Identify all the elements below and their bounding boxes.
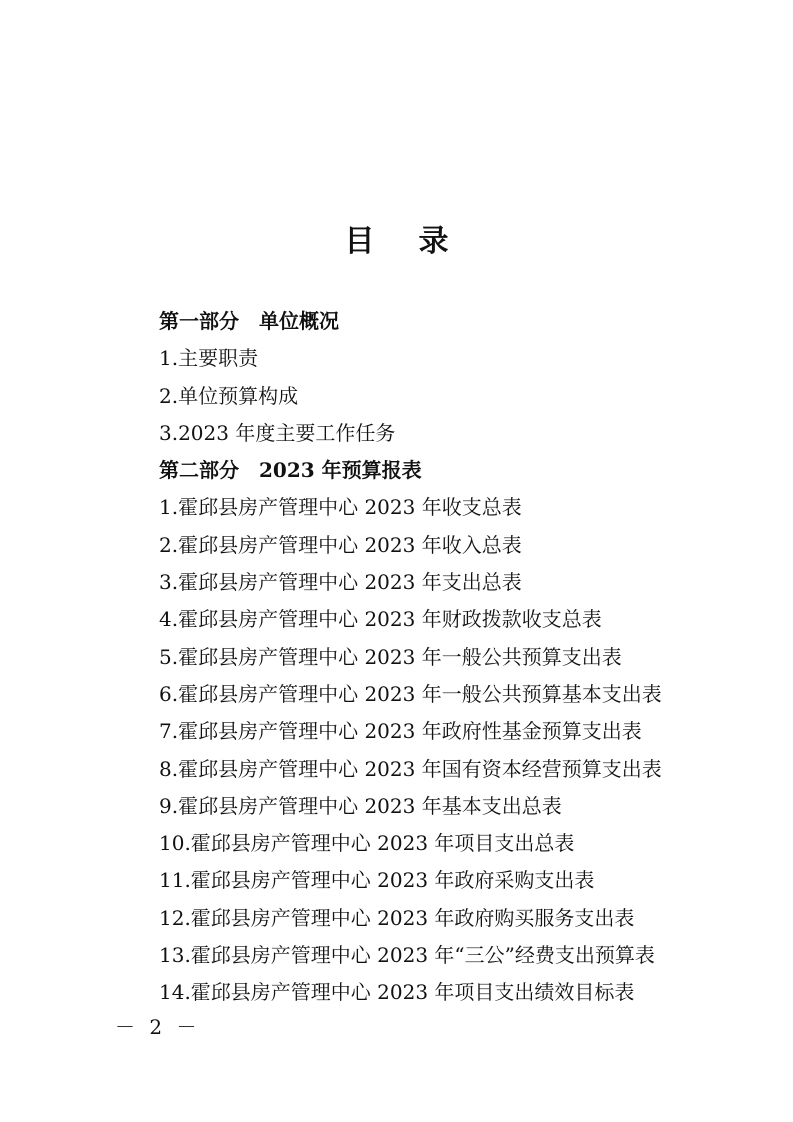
toc-item: 4.霍邱县房产管理中心 2023 年财政拨款收支总表 [159,607,602,632]
toc-item: 3.2023 年度主要工作任务 [159,420,396,445]
toc-item: 8.霍邱县房产管理中心 2023 年国有资本经营预算支出表 [159,756,662,781]
toc-item: 1.霍邱县房产管理中心 2023 年收支总表 [159,495,522,520]
toc-item: 3.霍邱县房产管理中心 2023 年支出总表 [159,570,522,595]
toc-part-heading: 第一部分 单位概况 [159,309,339,333]
table-of-contents [159,303,759,1012]
toc-item: 6.霍邱县房产管理中心 2023 年一般公共预算基本支出表 [159,681,662,706]
toc-part-heading: 第二部分 2023 年预算报表 [159,458,422,483]
toc-item: 10.霍邱县房产管理中心 2023 年项目支出总表 [159,831,575,856]
page-number: － 2 － [115,1015,201,1039]
toc-item: 9.霍邱县房产管理中心 2023 年基本支出总表 [159,793,562,818]
toc-item: 11.霍邱县房产管理中心 2023 年政府采购支出表 [159,868,595,893]
toc-item: 13.霍邱县房产管理中心 2023 年“三公”经费支出预算表 [159,943,655,968]
toc-item: 1.主要职责 [159,346,259,371]
toc-item: 2.单位预算构成 [159,383,299,408]
toc-item: 7.霍邱县房产管理中心 2023 年政府性基金预算支出表 [159,719,642,744]
toc-item: 12.霍邱县房产管理中心 2023 年政府购买服务支出表 [159,905,635,930]
toc-item: 14.霍邱县房产管理中心 2023 年项目支出绩效目标表 [159,980,635,1005]
page-title: 目录 [344,224,493,259]
toc-item: 5.霍邱县房产管理中心 2023 年一般公共预算支出表 [159,644,622,669]
toc-item: 2.霍邱县房产管理中心 2023 年收入总表 [159,532,522,557]
